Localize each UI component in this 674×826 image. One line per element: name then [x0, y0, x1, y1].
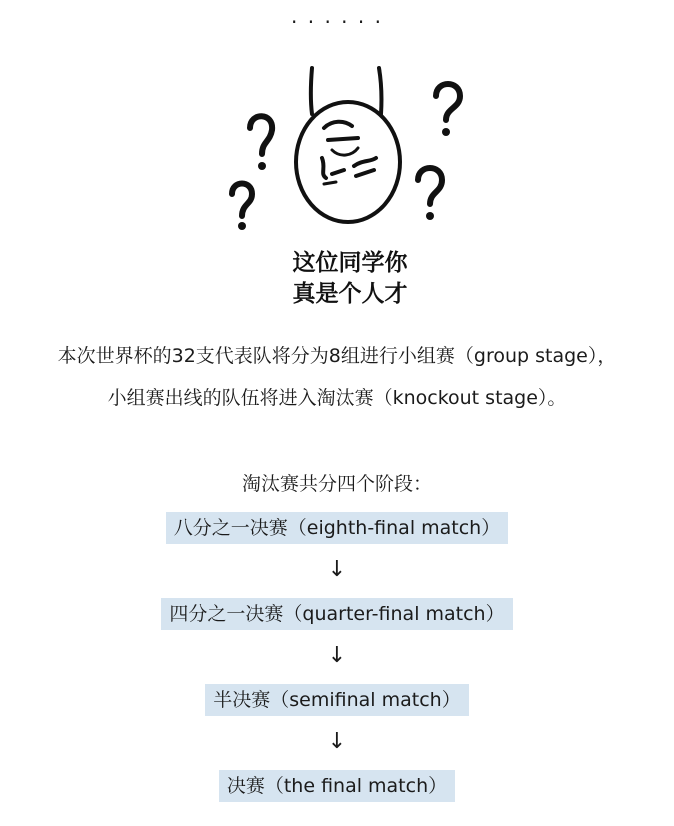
stage-label: 八分之一决赛（eighth-final match）	[166, 512, 508, 544]
intro-line-2: 小组赛出线的队伍将进入淘汰赛（knockout stage）。	[107, 387, 567, 409]
intro-line-1: 本次世界杯的32支代表队将分为8组进行小组赛（group stage），	[57, 345, 617, 367]
down-arrow-icon: ↓	[327, 643, 347, 668]
knockout-title: 淘汰赛共分四个阶段：	[241, 473, 432, 495]
stage-quarter-final	[0, 598, 674, 630]
top-dots-divider: · · · · · ·	[291, 10, 383, 34]
meme-image	[220, 58, 480, 310]
down-arrow-icon: ↓	[327, 557, 347, 582]
meme-caption-line-1: 这位同学你	[292, 250, 408, 276]
meme-caption-line-2: 真是个人才	[292, 281, 408, 307]
stage-semifinal	[0, 684, 674, 716]
stage-eighth-final	[0, 512, 674, 544]
stage-label: 决赛（the final match）	[219, 770, 455, 802]
confused-face-icon	[220, 58, 480, 258]
stage-label: 四分之一决赛（quarter-final match）	[161, 598, 512, 630]
stage-label: 半决赛（semifinal match）	[205, 684, 468, 716]
stage-final	[0, 770, 674, 802]
down-arrow-icon: ↓	[327, 729, 347, 754]
